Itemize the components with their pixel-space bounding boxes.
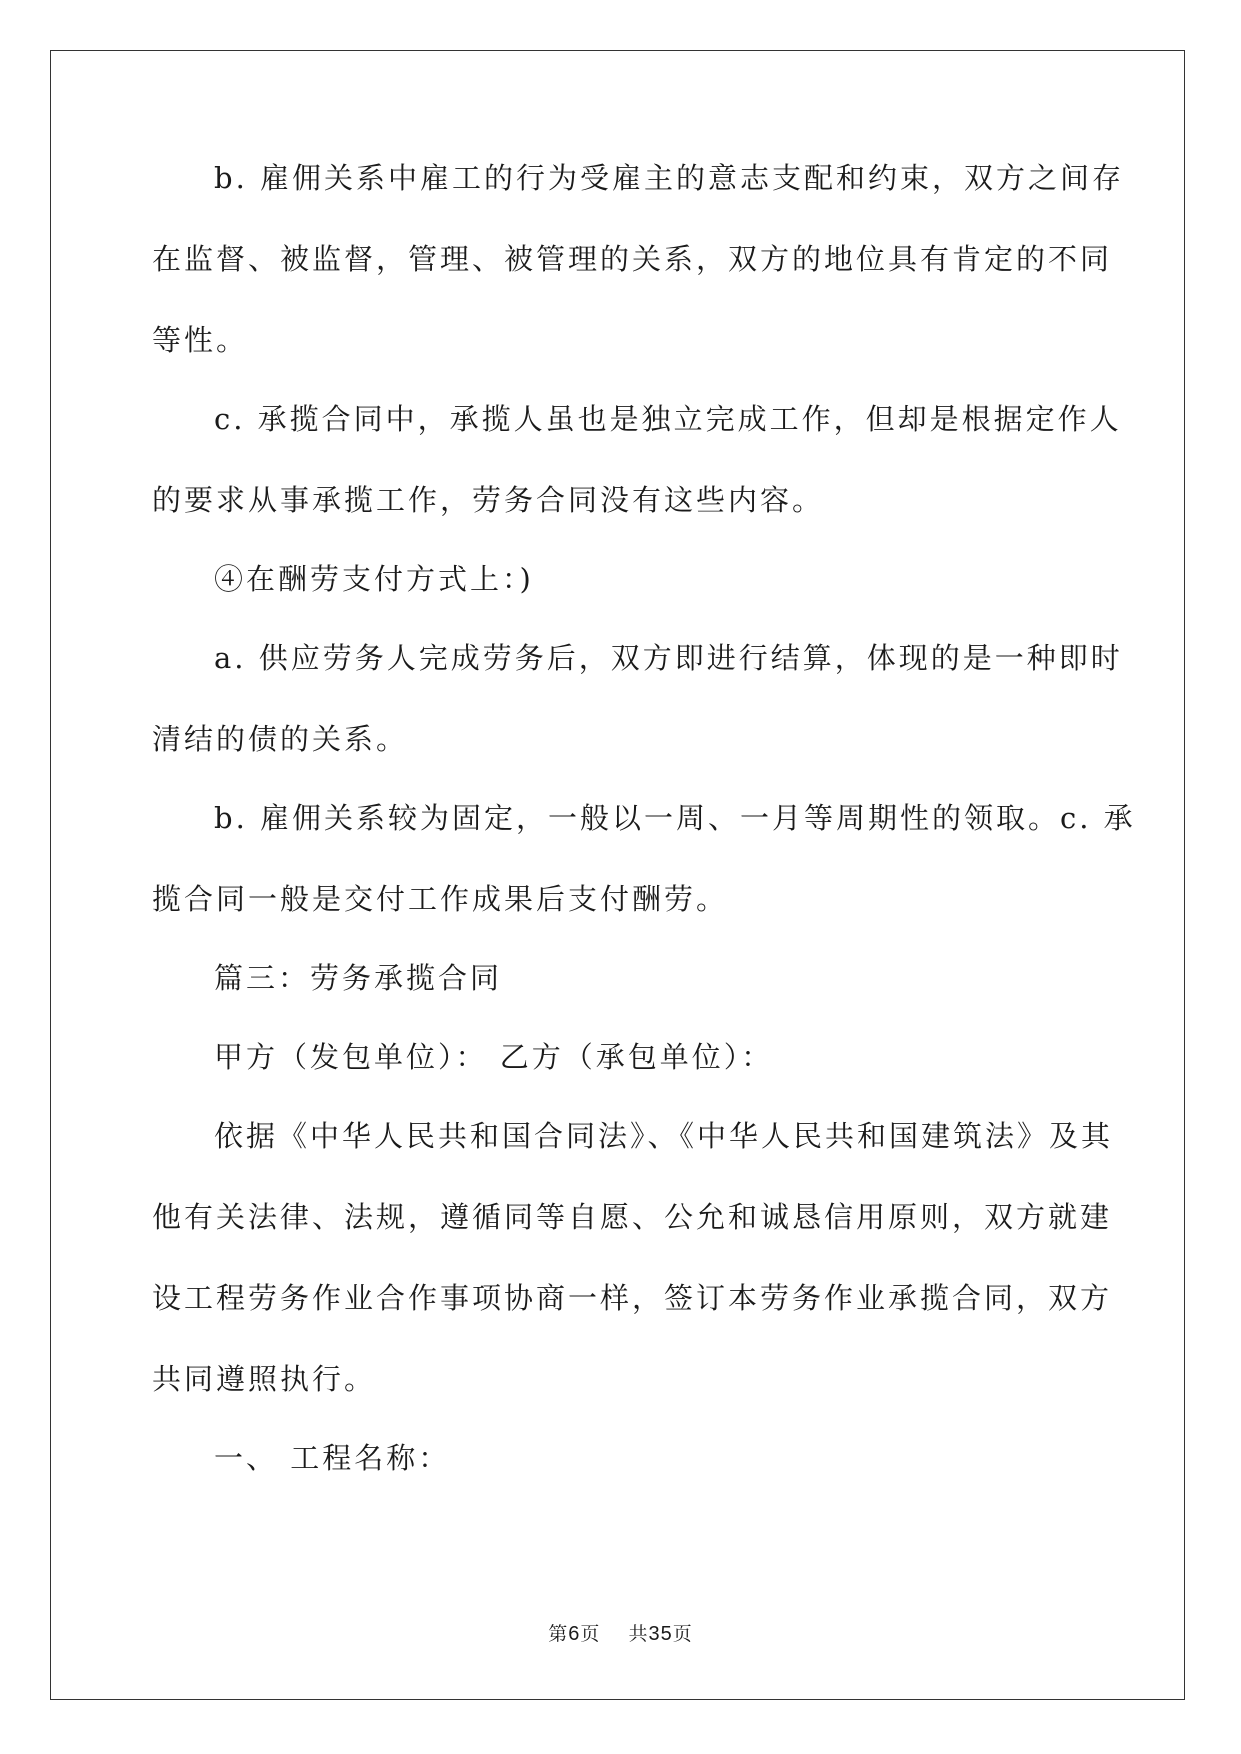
text-line: c. 承揽合同中，承揽人虽也是独立完成工作，但却是根据定作人 xyxy=(214,402,1122,436)
text-line: 篇三：劳务承揽合同 xyxy=(214,961,503,995)
paragraph-legal-basis xyxy=(152,1116,1114,1399)
text-line: a. 供应劳务人完成劳务后，双方即进行结算，体现的是一种即时 xyxy=(214,641,1123,675)
page-suffix: 页 xyxy=(580,1623,601,1645)
section-title xyxy=(152,958,1082,998)
total-suffix: 页 xyxy=(672,1623,693,1645)
page-number: 6 xyxy=(568,1623,581,1645)
text-line: 等性。 xyxy=(152,323,249,357)
paragraph-payment-heading xyxy=(152,559,1082,599)
text-line: 的要求从事承揽工作，劳务合同没有这些内容。 xyxy=(152,483,825,517)
text-line: b. 雇佣关系较为固定，一般以一周、一月等周期性的领取。c. 承 xyxy=(214,801,1136,835)
clause-project-name xyxy=(152,1438,1082,1478)
text-line: 设工程劳务作业合作事项协商一样，签订本劳务作业承揽合同，双方 xyxy=(152,1281,1113,1315)
paragraph-a-settlement xyxy=(152,638,1123,759)
text-line: b. 雇佣关系中雇工的行为受雇主的意志支配和约束，双方之间存 xyxy=(214,161,1125,195)
text-line: 依据《中华人民共和国合同法》、《中华人民共和国建筑法》及其 xyxy=(214,1119,1114,1153)
document-body xyxy=(152,158,1136,1517)
text-line: 一、 工程名称： xyxy=(214,1441,451,1475)
total-prefix: 共 xyxy=(628,1623,649,1645)
text-line: 清结的债的关系。 xyxy=(152,722,409,756)
paragraph-b-employment xyxy=(152,158,1125,360)
text-line: 共同遵照执行。 xyxy=(152,1362,377,1396)
page-prefix: 第 xyxy=(548,1623,569,1645)
text-line: 在监督、被监督，管理、被管理的关系，双方的地位具有肯定的不同 xyxy=(152,242,1113,276)
text-line: 甲方（发包单位）： 乙方（承包单位）： xyxy=(214,1040,774,1074)
text-line: ④在酬劳支付方式上：) xyxy=(214,562,534,596)
text-line: 他有关法律、法规，遵循同等自愿、公允和诚恳信用原则，双方就建 xyxy=(152,1200,1113,1234)
total-pages: 35 xyxy=(648,1623,673,1645)
text-line: 揽合同一般是交付工作成果后支付酬劳。 xyxy=(152,882,729,916)
parties-line xyxy=(152,1037,1082,1077)
paragraph-c-contracting xyxy=(152,399,1122,520)
page-footer xyxy=(0,1619,1241,1646)
paragraph-b-periodic xyxy=(152,798,1136,919)
